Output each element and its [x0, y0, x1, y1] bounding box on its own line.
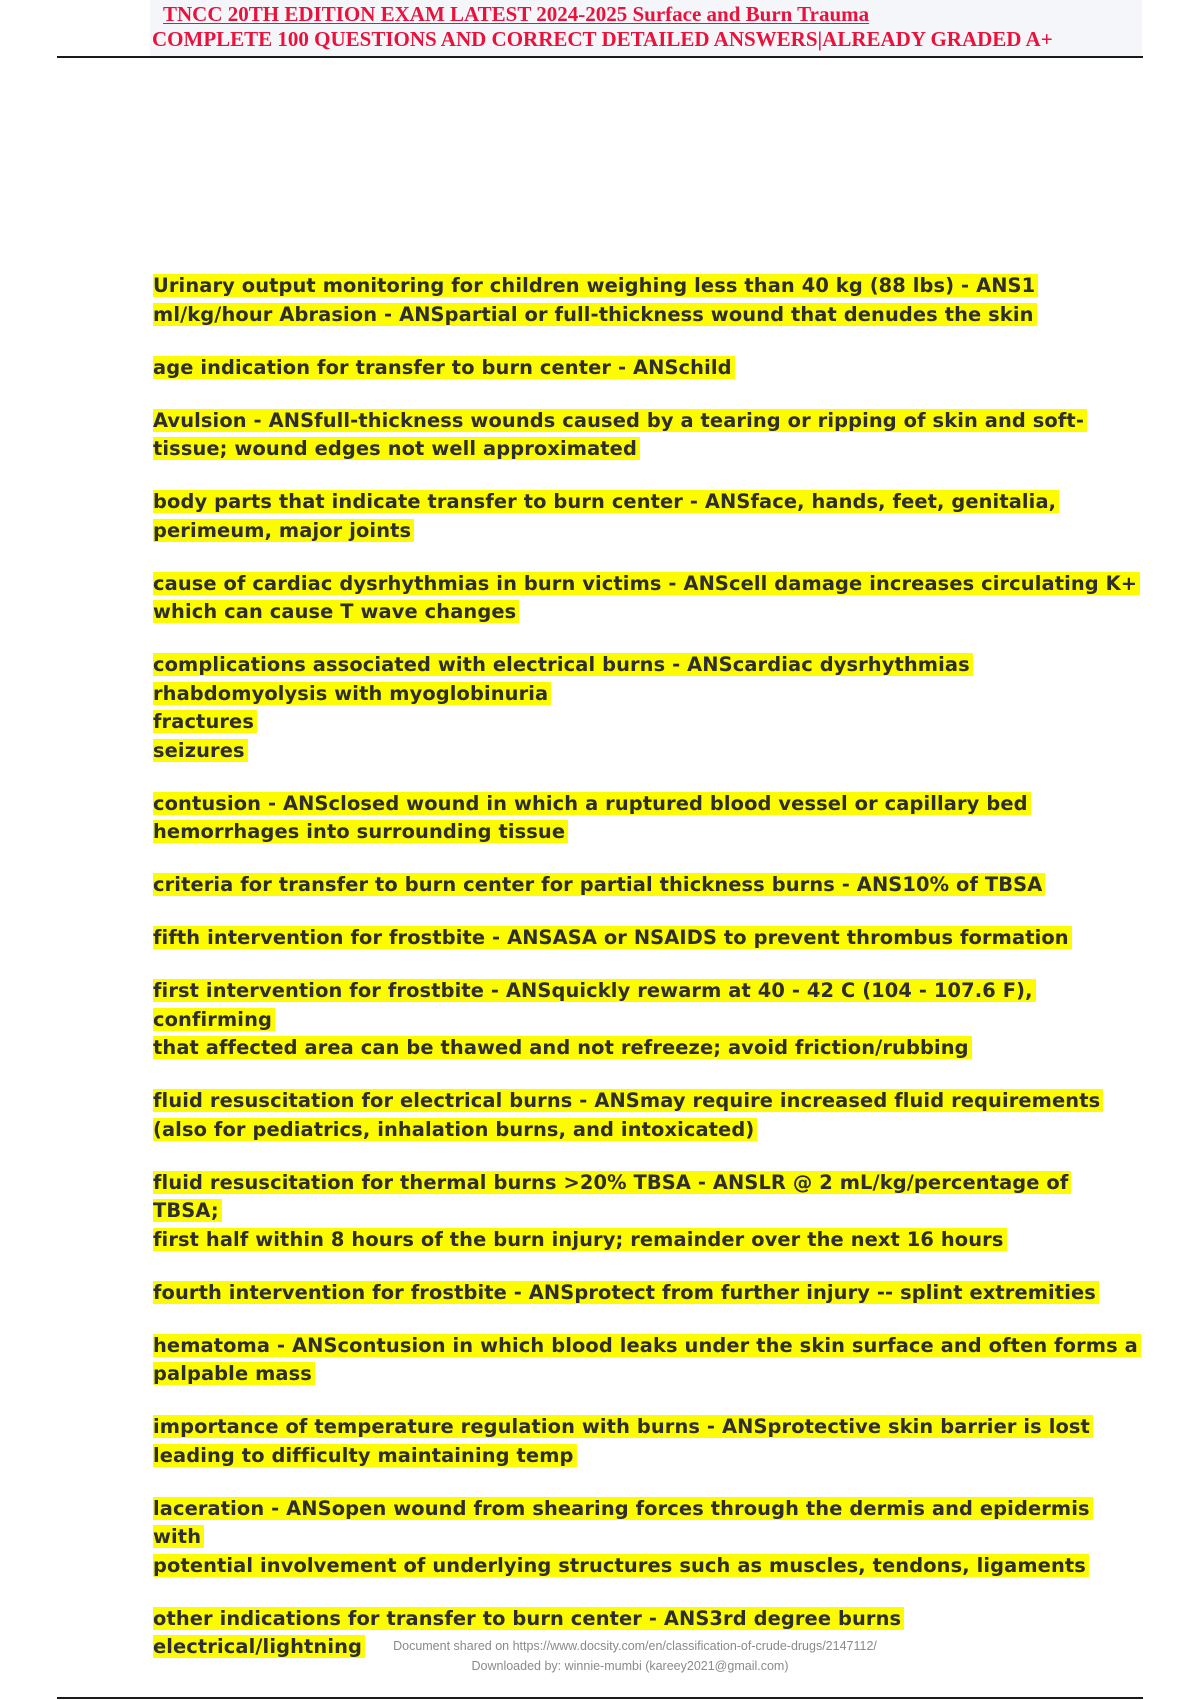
- flashcard-entry: [153, 1495, 1143, 1581]
- flashcard-line: leading to difficulty maintaining temp: [153, 1444, 577, 1467]
- flashcard-line: hemorrhages into surrounding tissue: [153, 820, 568, 843]
- flashcard-line: that affected area can be thawed and not refreeze; avoid friction/rubbing: [153, 1036, 972, 1059]
- flashcard-line: perimeum, major joints: [153, 519, 414, 542]
- footer-downloaded-by: Downloaded by: winnie-mumbi (kareey2021@gmail.com): [471, 1659, 789, 1673]
- flashcard-line: (also for pediatrics, inhalation burns, and intoxicated): [153, 1118, 757, 1141]
- flashcard-line: cause of cardiac dysrhythmias in burn victims - ANScell damage increases circulating K+: [153, 572, 1140, 595]
- flashcard-line: other indications for transfer to burn center - ANS3rd degree burns: [153, 1607, 904, 1630]
- flashcard-entry: [153, 272, 1143, 329]
- flashcard-entry: [153, 488, 1143, 545]
- flashcard-line: fractures: [153, 710, 257, 733]
- document-header: [152, 2, 1142, 52]
- footer-divider: [57, 1697, 1143, 1699]
- flashcard-list: [153, 272, 1143, 1686]
- page-footer: [0, 1636, 1200, 1676]
- flashcard-entry: [153, 407, 1143, 464]
- flashcard-line: tissue; wound edges not well approximated: [153, 437, 640, 460]
- flashcard-entry: [153, 1169, 1143, 1255]
- flashcard-entry: [153, 1087, 1143, 1144]
- flashcard-line: ml/kg/hour Abrasion - ANSpartial or full-thickness wound that denudes the skin: [153, 303, 1037, 326]
- flashcard-entry: [153, 1413, 1143, 1470]
- flashcard-line: hematoma - ANScontusion in which blood leaks under the skin surface and often forms a: [153, 1334, 1141, 1357]
- flashcard-entry: [153, 1332, 1143, 1389]
- flashcard-line: fluid resuscitation for electrical burns - ANSmay require increased fluid requirements: [153, 1089, 1103, 1112]
- flashcard-entry: [153, 977, 1143, 1063]
- document-subtitle: COMPLETE 100 QUESTIONS AND CORRECT DETAILED ANSWERS|ALREADY GRADED A+: [152, 27, 1053, 51]
- flashcard-line: contusion - ANSclosed wound in which a ruptured blood vessel or capillary bed: [153, 792, 1031, 815]
- flashcard-line: fifth intervention for frostbite - ANSASA or NSAIDS to prevent thrombus formation: [153, 926, 1072, 949]
- flashcard-line: age indication for transfer to burn center - ANSchild: [153, 356, 735, 379]
- flashcard-line: criteria for transfer to burn center for partial thickness burns - ANS10% of TBSA: [153, 873, 1045, 896]
- flashcard-line: Urinary output monitoring for children weighing less than 40 kg (88 lbs) - ANS1: [153, 274, 1038, 297]
- flashcard-line: first intervention for frostbite - ANSquickly rewarm at 40 - 42 C (104 - 107.6 F), confirming: [153, 979, 1036, 1031]
- flashcard-line: Avulsion - ANSfull-thickness wounds caused by a tearing or ripping of skin and soft-: [153, 409, 1087, 432]
- flashcard-line: fluid resuscitation for thermal burns >20% TBSA - ANSLR @ 2 mL/kg/percentage of TBSA;: [153, 1171, 1071, 1223]
- flashcard-entry: [153, 1279, 1143, 1308]
- flashcard-line: body parts that indicate transfer to burn center - ANSface, hands, feet, genitalia,: [153, 490, 1059, 513]
- footer-shared-link[interactable]: Document shared on https://www.docsity.com/en/classification-of-crude-drugs/2147112/: [393, 1639, 877, 1653]
- flashcard-line: seizures: [153, 739, 248, 762]
- header-divider: [57, 56, 1143, 58]
- flashcard-entry: [153, 354, 1143, 383]
- flashcard-line: first half within 8 hours of the burn injury; remainder over the next 16 hours: [153, 1228, 1007, 1251]
- flashcard-line: fourth intervention for frostbite - ANSprotect from further injury -- splint extremities: [153, 1281, 1099, 1304]
- flashcard-entry: [153, 570, 1143, 627]
- flashcard-line: potential involvement of underlying structures such as muscles, tendons, ligaments: [153, 1554, 1089, 1577]
- flashcard-entry: [153, 871, 1143, 900]
- flashcard-entry: [153, 651, 1143, 765]
- flashcard-line: laceration - ANSopen wound from shearing forces through the dermis and epidermis with: [153, 1497, 1093, 1549]
- flashcard-line: complications associated with electrical burns - ANScardiac dysrhythmias: [153, 653, 973, 676]
- document-title: TNCC 20TH EDITION EXAM LATEST 2024-2025 Surface and Burn Trauma: [163, 2, 870, 26]
- flashcard-entry: [153, 790, 1143, 847]
- flashcard-line: rhabdomyolysis with myoglobinuria: [153, 682, 551, 705]
- flashcard-line: palpable mass: [153, 1362, 315, 1385]
- flashcard-entry: [153, 924, 1143, 953]
- flashcard-line: importance of temperature regulation with burns - ANSprotective skin barrier is lost: [153, 1415, 1093, 1438]
- flashcard-line: electrical/lightning: [153, 1635, 365, 1658]
- flashcard-line: which can cause T wave changes: [153, 600, 519, 623]
